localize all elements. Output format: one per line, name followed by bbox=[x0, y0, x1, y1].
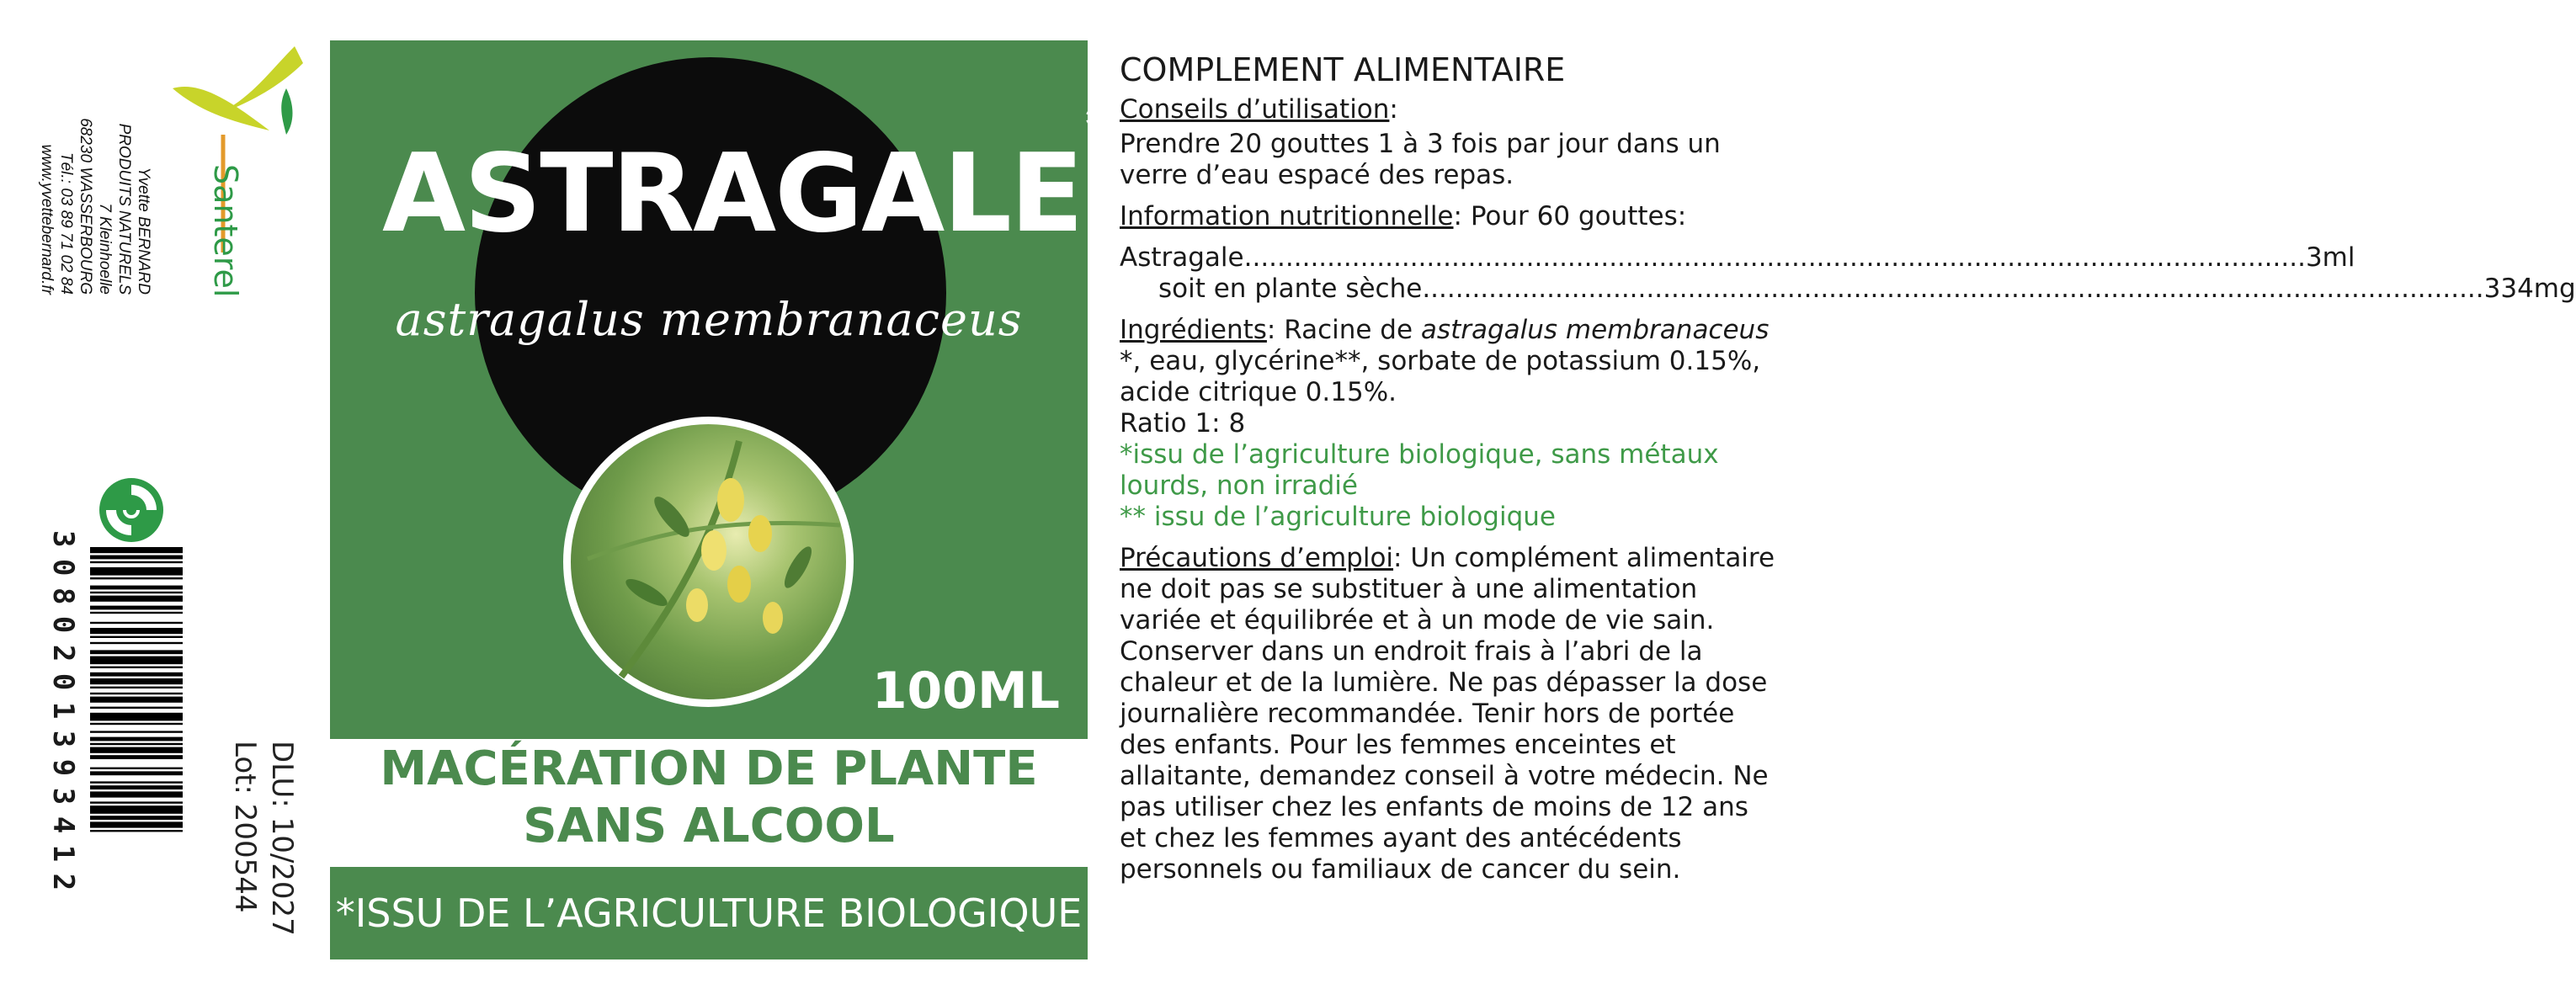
barcode-bar bbox=[90, 755, 183, 759]
nutrition-label: Information nutritionnelle bbox=[1120, 201, 1454, 231]
santerel-logo bbox=[168, 38, 307, 298]
ratio: Ratio 1: 8 bbox=[1120, 408, 1246, 439]
nutrition-text: : Pour 60 gouttes: bbox=[1453, 201, 1687, 231]
organic-note: *issu de l’agriculture biologique, sans métaux lourds, non irradié bbox=[1120, 439, 1719, 501]
barcode-bar bbox=[90, 747, 183, 753]
info-heading: COMPLEMENT ALIMENTAIRE bbox=[1120, 51, 1566, 88]
barcode-bar bbox=[90, 596, 183, 602]
ingredients-label: Ingrédients bbox=[1120, 315, 1267, 345]
barcode-bar bbox=[90, 713, 183, 721]
lot-number: Lot: 200544 bbox=[228, 741, 262, 913]
barcode-bar bbox=[90, 622, 183, 624]
barcode-bar bbox=[90, 606, 183, 610]
lot-info bbox=[223, 741, 307, 959]
barcode bbox=[38, 530, 189, 955]
barcode-bar bbox=[90, 656, 183, 665]
barcode-bar bbox=[90, 678, 183, 684]
organic-mark: * bbox=[1085, 101, 1105, 148]
plant-photo bbox=[563, 417, 854, 707]
address-line: 7 Kleinhoelle bbox=[96, 203, 114, 295]
barcode-bar bbox=[90, 687, 183, 688]
product-subtitle bbox=[330, 741, 1088, 855]
product-title bbox=[382, 101, 1105, 257]
brand-name: Santerel bbox=[207, 164, 244, 298]
barcode-bar bbox=[90, 785, 183, 789]
address-line: 68230 WASSERBOURG bbox=[77, 118, 94, 295]
barcode-bar bbox=[90, 771, 183, 775]
barcode-bar bbox=[90, 628, 183, 634]
nutrition-row-label: soit en plante sèche bbox=[1158, 274, 1423, 304]
dlu-date: DLU: 10/2027 bbox=[265, 741, 299, 936]
barcode-bar bbox=[90, 801, 183, 803]
barcode-bar bbox=[90, 592, 183, 593]
usage-label: Conseils d’utilisation bbox=[1120, 94, 1390, 125]
address-line: Tél.: 03 89 71 02 84 bbox=[57, 151, 75, 295]
barcode-bars bbox=[90, 547, 183, 947]
barcode-bar bbox=[90, 555, 183, 560]
latin-name: astragalus membranaceus bbox=[395, 293, 1023, 346]
plant-image bbox=[571, 424, 846, 699]
barcode-bar bbox=[90, 697, 183, 703]
barcode-bar bbox=[90, 672, 183, 677]
ingredients-latin: astragalus membranaceus bbox=[1420, 315, 1770, 345]
usage-text: Prendre 20 gouttes 1 à 3 fois par jour dans un verre d’eau espacé des repas. bbox=[1120, 129, 1721, 190]
product-info: COMPLEMENT ALIMENTAIRE Conseils d’utilisation: Prendre 20 gouttes 1 à 3 fois par jour dans un verre d’eau espacé des repas. Information nutritionnelle: Pour 60 gouttes: Astragale ..... 3ml soit en plante sèche ..... 334mg Ingrédients: Racine de astragalus membranaceus *, eau, glycérine**, sorbate de potassium 0.15%, acide citrique 0.15%. Ratio 1: 8 *issu de l’agriculture biologique, sans métaux lourds, non irradié ** issu de l’agriculture biologique Précautions d’emploi: Un complément alimentaire ne doit pas se substituer à une alimentation variée et équilibrée et à un mode de vie sain. Conserver dans un endroit frais à l’abri de la chaleur et de la lumière. Ne pas dépasser la dose journalière recommandée. Tenir hors de portée des enfants. Pour les femmes enceintes et allaitante, demandez conseil à votre médecin. Ne pas utiliser chez les enfants de moins de 12 ans et chez les femmes ayant des antécédents personnels ou familiaux de cancer du sein. bbox=[1120, 50, 1776, 885]
organic-note: ** issu de l’agriculture biologique bbox=[1120, 502, 1556, 532]
nutrition-row-value: 3ml bbox=[2305, 242, 2355, 273]
barcode-bar bbox=[90, 561, 183, 563]
address-line: Yvette BERNARD bbox=[135, 167, 152, 295]
nutrition-row-value: 334mg bbox=[2483, 274, 2576, 304]
barcode-bar bbox=[90, 805, 183, 814]
barcode-bar bbox=[90, 642, 183, 644]
barcode-bar bbox=[90, 693, 183, 694]
barcode-bar bbox=[90, 577, 183, 579]
barcode-bar bbox=[90, 816, 183, 820]
barcode-bar bbox=[90, 667, 183, 668]
barcode-bar bbox=[90, 821, 183, 827]
address-line: PRODUITS NATURELS bbox=[115, 123, 133, 295]
barcode-bar bbox=[90, 650, 183, 654]
address-line: www.yvettebernard.fr bbox=[38, 144, 56, 295]
ingredients-text: *, eau, glycérine**, sorbate de potassium 0.15%, acide citrique 0.15%. bbox=[1120, 346, 1761, 407]
organic-band: *ISSU DE L’AGRICULTURE BIOLOGIQUE bbox=[330, 867, 1088, 959]
barcode-bar bbox=[90, 731, 183, 732]
subtitle-line: MACÉRATION DE PLANTE bbox=[380, 742, 1038, 796]
barcode-digits: 3080201393412 bbox=[46, 530, 80, 902]
nutrition-row bbox=[1120, 274, 2576, 305]
product-panel bbox=[330, 40, 1105, 739]
barcode-bar bbox=[90, 737, 183, 742]
nutrition-row-label: Astragale bbox=[1120, 242, 1244, 273]
product-name: ASTRAGALE bbox=[382, 131, 1083, 257]
barcode-bar bbox=[90, 723, 183, 725]
barcode-bar bbox=[90, 781, 183, 783]
barcode-bar bbox=[90, 547, 183, 553]
barcode-bar bbox=[90, 567, 183, 576]
barcode-bar bbox=[90, 743, 183, 745]
volume: 100ML bbox=[871, 662, 1060, 720]
ingredients-text: : Racine de bbox=[1266, 315, 1421, 345]
nutrition-row bbox=[1120, 242, 2355, 274]
barcode-bar bbox=[90, 768, 183, 769]
barcode-bar bbox=[90, 791, 183, 797]
precautions-text: : Un complément alimentaire ne doit pas se substituer à une alimentation variée et équilibrée et à un mode de vie sain. Conserver dans un endroit frais à l’abri de la chaleur et de la lumière. Ne pas dépasser la dose journalière recommandée. Tenir hors de portée des enfants. Pour les femmes enceintes et allaitante, demandez conseil à votre médecin. Ne pas utiliser chez les enfants de moins de 12 ans et chez les femmes ayant des antécédents personnels ou familiaux de cancer du sein. bbox=[1120, 543, 1775, 885]
barcode-bar bbox=[90, 586, 183, 590]
barcode-bar bbox=[90, 830, 183, 832]
barcode-bar bbox=[90, 636, 183, 638]
barcode-bar bbox=[90, 707, 183, 709]
precautions-label: Précautions d’emploi bbox=[1120, 543, 1394, 573]
subtitle-line: SANS ALCOOL bbox=[523, 799, 895, 853]
barcode-bar bbox=[90, 612, 183, 614]
